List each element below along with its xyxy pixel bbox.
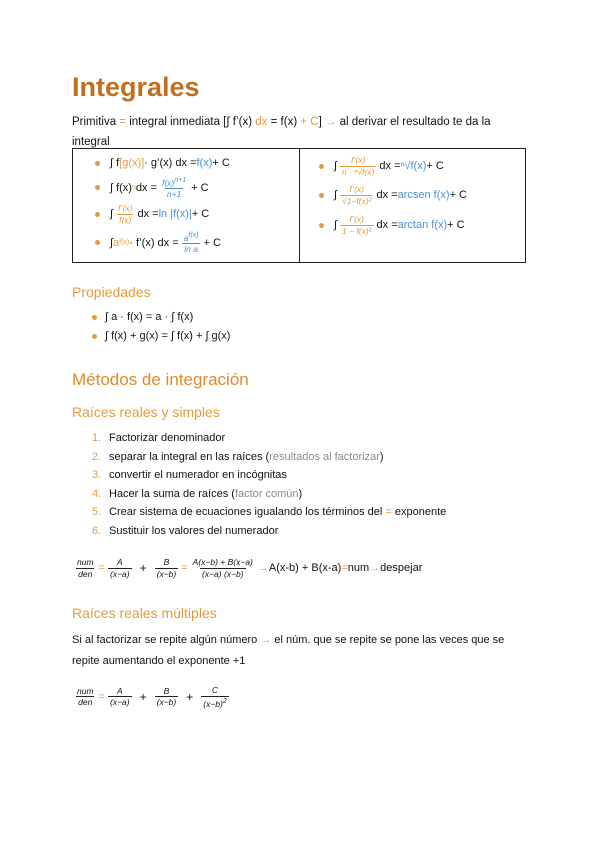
bullet-icon xyxy=(95,212,100,217)
formula-right-2: ∫ $\frac{f’(x)}{\text{√1−f(x)²}}$ dx = arcsen f(x) + C xyxy=(319,185,467,205)
list-item: 3. convertir el numerador en incógnitas xyxy=(92,469,287,481)
propiedades-heading: Propiedades xyxy=(72,284,151,300)
fraction: $\frac{A(x-b) + B(x-a)}{(x-a) (x-b)}$ xyxy=(192,557,253,579)
fraction: $\frac{f’(x)}{\text{1 − f(x)²}}$ xyxy=(342,214,372,236)
list-item: 1. Factorizar denominador xyxy=(92,432,226,444)
formula-left-1: ∫ f [g(x)] · g’(x) dx = f(x) + C xyxy=(95,157,230,169)
fraction: $\frac{A}{(x-a)}$ xyxy=(109,685,130,708)
bullet-icon xyxy=(319,193,324,198)
bullet-icon xyxy=(319,223,324,228)
list-item: 5. Crear sistema de ecuaciones igualando los términos del = exponente xyxy=(92,506,447,518)
intro-paragraph: Primitiva = integral inmediata [∫ f’(x) dx = f(x) + C] → al derivar el resultado te da la integral xyxy=(72,116,491,148)
list-item: 2. separar la integral en las raíces (resultados al factorizar) xyxy=(92,450,384,463)
table-divider xyxy=(299,149,300,262)
metodos-heading: Métodos de integración xyxy=(72,370,249,389)
bullet-icon xyxy=(95,161,100,166)
page-title: Integrales xyxy=(72,72,200,102)
bullet-icon xyxy=(92,334,97,339)
list-item: 6. Sustituir los valores del numerador xyxy=(92,524,279,537)
fraction: $\frac{f’(x)}{\text{n · ⁿ√f(x)}}$ xyxy=(342,155,375,177)
fraction: $\frac{f(x)^{n+1}}{n+1}$ xyxy=(161,177,187,200)
bullet-icon xyxy=(95,240,100,245)
steps-list xyxy=(92,429,446,540)
bullet-icon xyxy=(92,315,97,320)
fraction: $\frac{f’(x)}{\text{√1−f(x)²}}$ xyxy=(342,184,372,206)
multiples-heading: Raíces reales múltiples xyxy=(72,605,217,621)
property-item: ∫ a · f(x) = a · ∫ f(x) xyxy=(92,311,193,323)
multiples-paragraph: Si al factorizar se repite algún número → el núm. que se repite se pone las veces que se repite aumentando el exponente +1 xyxy=(72,634,505,667)
equation-simple: $\frac{\text{num}}{\text{den}}$ = $\frac{A}{(x-a)}$ + $\frac{B}{(x-b)}$ = $\frac{A(x-b) + B(x-a)}{(x-a) (x-b)}$ → A(x-b) + B(x-a) = num → despejar xyxy=(77,557,423,579)
fraction: $\frac{\text{num}}{\text{den}}$ xyxy=(77,685,94,708)
formula-right-3: ∫ $\frac{f’(x)}{\text{1 − f(x)²}}$ dx = arctan f(x) + C xyxy=(319,215,465,235)
formula-left-3: ∫ $\frac{f’(x)}{f(x)}$ dx = ln |f(x)| + C xyxy=(95,204,209,224)
formula-left-4: ∫ a f(x) · f’(x) dx = $\frac{a^{f(x)}}{\text{ln a}}$ + C xyxy=(95,232,221,254)
formula-right-1: ∫ $\frac{f’(x)}{\text{n · ⁿ√f(x)}}$ dx = ⁿ√f(x) + C xyxy=(319,156,444,176)
fraction: $\frac{a^{f(x)}}{\text{ln a}}$ xyxy=(183,232,199,255)
property-item: ∫ f(x) + g(x) = ∫ f(x) + ∫ g(x) xyxy=(92,330,230,342)
fraction: $\frac{C}{(x-b)^2}$ xyxy=(203,685,227,709)
fraction: $\frac{A}{(x-a)}$ xyxy=(109,557,130,579)
fraction: $\frac{B}{(x-b)}$ xyxy=(156,685,177,708)
list-item: 4. Hacer la suma de raíces (factor común) xyxy=(92,487,303,500)
equation-multiple: $\frac{\text{num}}{\text{den}}$ = $\frac{A}{(x-a)}$ + $\frac{B}{(x-b)}$ + $\frac{C}{(x-b)^2}$ xyxy=(77,685,227,709)
fraction: $\frac{f’(x)}{f(x)}$ xyxy=(118,203,133,225)
formula-table xyxy=(72,148,526,263)
fraction: $\frac{\text{num}}{\text{den}}$ xyxy=(77,557,94,579)
formula-left-2: ∫ f(x) n dx = $\frac{f(x)^{n+1}}{n+1}$ + C xyxy=(95,177,209,199)
bullet-icon xyxy=(319,164,324,169)
fraction: $\frac{B}{(x-b)}$ xyxy=(156,557,177,579)
bullet-icon xyxy=(95,185,100,190)
simples-heading: Raíces reales y simples xyxy=(72,404,220,420)
